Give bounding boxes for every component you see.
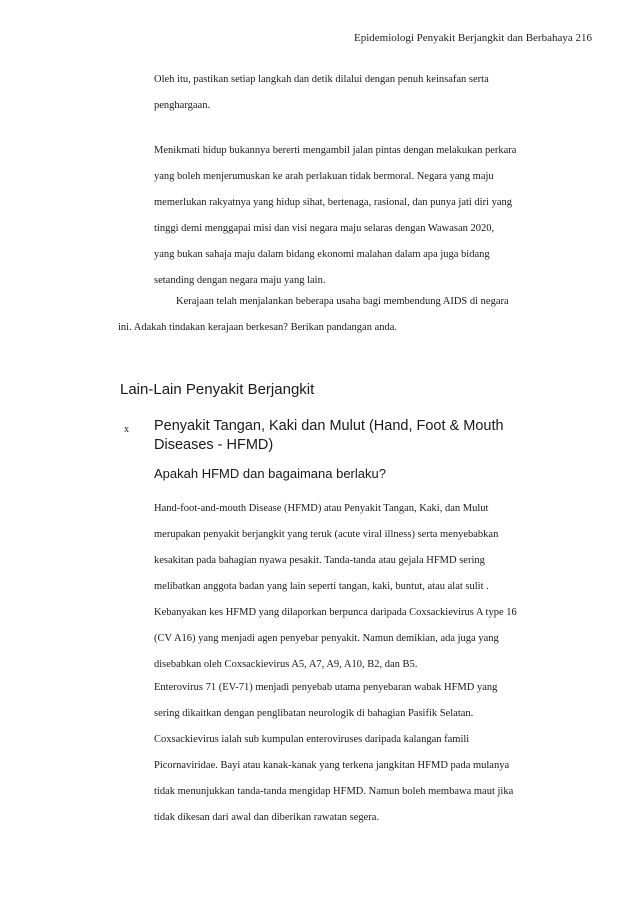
text-line: sering dikaitkan dengan penglibatan neurologik di bahagian Pasifik Selatan. <box>154 708 474 719</box>
bullet-marker: x <box>124 424 129 435</box>
hfmd-paragraph-2 <box>154 678 513 834</box>
intro-paragraph-2 <box>154 141 516 297</box>
subsection-title-line: Diseases - HFMD) <box>154 437 274 453</box>
discussion-question <box>118 292 509 344</box>
text-line: Hand-foot-and-mouth Disease (HFMD) atau Penyakit Tangan, Kaki, dan Mulut <box>154 503 489 514</box>
text-line: (CV A16) yang menjadi agen penyebar penyakit. Namun demikian, ada juga yang <box>154 633 499 644</box>
text-line: Kebanyakan kes HFMD yang dilaporkan berpunca daripada Coxsackievirus A type 16 <box>154 607 517 618</box>
text-line: tinggi demi menggapai misi dan visi negara maju selaras dengan Wawasan 2020, <box>154 223 495 234</box>
subsection-title <box>154 417 504 455</box>
text-line: setanding dengan negara maju yang lain. <box>154 275 326 286</box>
question-heading: Apakah HFMD dan bagaimana berlaku? <box>154 466 386 481</box>
text-line: penghargaan. <box>154 100 211 111</box>
text-line: disebabkan oleh Coxsackievirus A5, A7, A9, A10, B2, dan B5. <box>154 659 418 670</box>
text-line: Coxsackievirus ialah sub kumpulan enteroviruses daripada kalangan famili <box>154 734 470 745</box>
text-line: Kerajaan telah menjalankan beberapa usaha bagi membendung AIDS di negara <box>176 296 509 307</box>
text-line: Oleh itu, pastikan setiap langkah dan detik dilalui dengan penuh keinsafan serta <box>154 74 489 85</box>
text-line: yang bukan sahaja maju dalam bidang ekonomi malahan dalam apa juga bidang <box>154 249 490 260</box>
text-line: Menikmati hidup bukannya bererti mengambil jalan pintas dengan melakukan perkara <box>154 145 517 156</box>
text-line: kesakitan pada bahagian nyawa pesakit. Tanda-tanda atau gejala HFMD sering <box>154 555 485 566</box>
hfmd-paragraph-1 <box>154 499 517 681</box>
running-header: Epidemiologi Penyakit Berjangkit dan Berbahaya 216 <box>354 32 592 44</box>
text-line: Picornaviridae. Bayi atau kanak-kanak yang terkena jangkitan HFMD pada mulanya <box>154 760 510 771</box>
intro-paragraph-1 <box>154 70 489 122</box>
text-line: Enterovirus 71 (EV-71) menjadi penyebab utama penyebaran wabak HFMD yang <box>154 682 498 693</box>
text-line: tidak menunjukkan tanda-tanda mengidap HFMD. Namun boleh membawa maut jika <box>154 786 514 797</box>
text-line: tidak dikesan dari awal dan diberikan rawatan segera. <box>154 812 380 823</box>
text-line: merupakan penyakit berjangkit yang teruk (acute viral illness) serta menyebabkan <box>154 529 499 540</box>
text-line: ini. Adakah tindakan kerajaan berkesan? Berikan pandangan anda. <box>118 322 398 333</box>
section-title: Lain-Lain Penyakit Berjangkit <box>120 381 315 398</box>
text-line: memerlukan rakyatnya yang hidup sihat, bertenaga, rasional, dan punya jati diri yang <box>154 197 513 208</box>
subsection-title-line: Penyakit Tangan, Kaki dan Mulut (Hand, Foot & Mouth <box>154 418 504 434</box>
text-line: melibatkan anggota badan yang lain seperti tangan, kaki, buntut, atau alat sulit . <box>154 581 489 592</box>
text-line: yang boleh menjerumuskan ke arah perlakuan tidak bermoral. Negara yang maju <box>154 171 494 182</box>
